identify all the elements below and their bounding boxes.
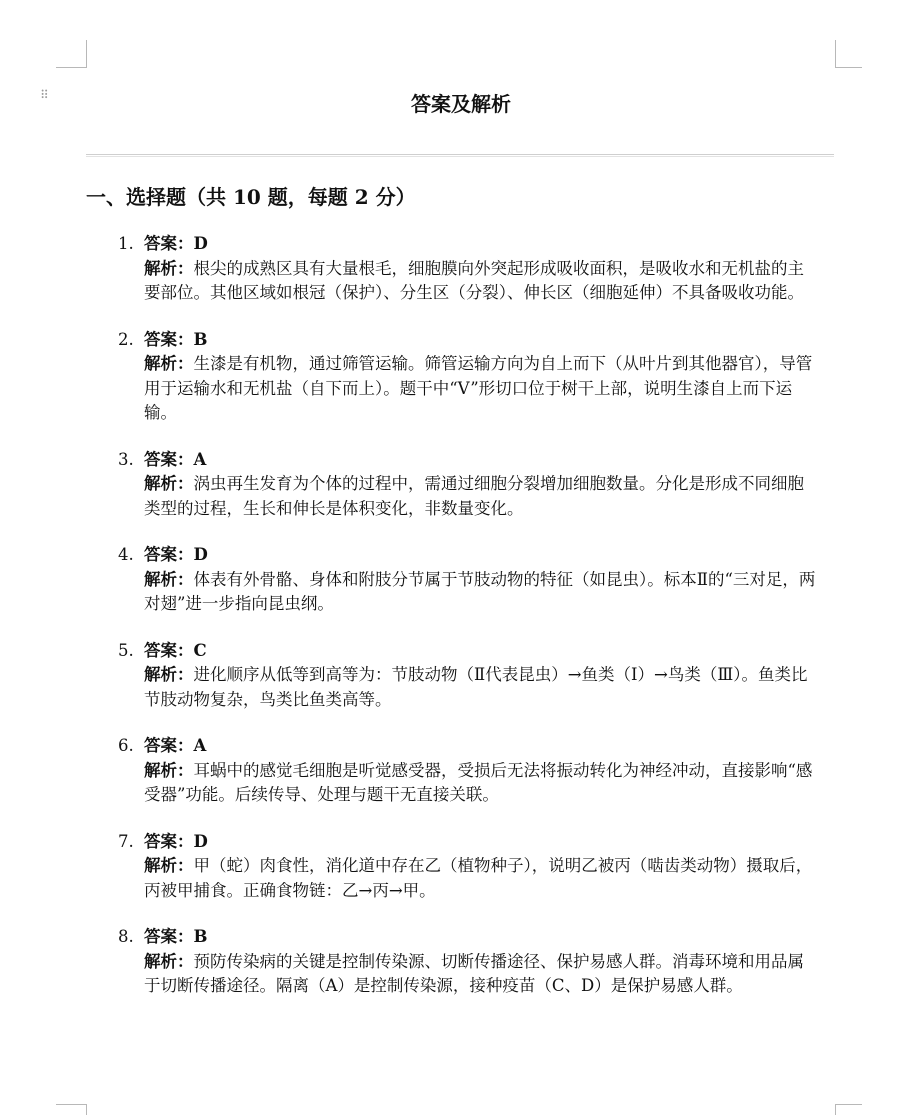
page-corner-mark-bottom-left [56,1104,87,1115]
explanation-label: 解析： [144,354,194,373]
explanation-label: 解析： [144,569,194,589]
explanation-text: 生漆是有机物，通过筛管运输。筛管运输方向为自上而下（从叶片到其他器官），导管用于运输水和无机盐（自下而上）。题干中“V”形切口位于树干上部，说明生漆自上而下运输。 [144,354,813,422]
item-number: 4. [118,545,134,564]
answer-value: B [193,927,208,946]
answer-line [118,830,818,855]
explanation-text: 体表有外骨骼、身体和附肢分节属于节肢动物的特征（如昆虫）。标本Ⅱ的“三对足，两对翅”进一步指向昆虫纲。 [144,569,816,613]
answer-label: 答案： [144,329,194,349]
answer-label: 答案： [144,640,194,660]
title-divider [86,154,834,157]
explanation-label: 解析： [144,951,194,971]
answer-label: 答案： [144,449,194,469]
explanation [144,854,818,903]
answer-line [118,232,818,257]
explanation [144,472,818,521]
page-title: 答案及解析 [411,92,511,116]
page-corner-mark-bottom-right [835,1104,862,1115]
item-number: 5. [118,640,134,660]
answer-value: B [193,329,208,349]
explanation-text: 根尖的成熟区具有大量根毛，细胞膜向外突起形成吸收面积，是吸收水和无机盐的主要部位。其他区域如根冠（保护）、分生区（分裂）、伸长区（细胞延伸）不具备吸收功能。 [144,258,804,302]
answer-line [118,543,818,568]
answer-label: 答案： [144,545,194,564]
explanation-label: 解析： [144,856,194,875]
answer-item [118,734,818,808]
answer-value: A [193,449,207,469]
answer-line [118,639,818,664]
page-corner-mark-top-left [56,40,87,68]
explanation-text: 进化顺序从低等到高等为：节肢动物（Ⅱ代表昆虫）→鱼类（Ⅰ）→鸟类（Ⅲ）。鱼类比节肢动物复杂，鸟类比鱼类高等。 [144,665,808,709]
explanation-label: 解析： [144,474,194,493]
answer-item [118,830,818,904]
answer-item [118,328,818,426]
explanation-text: 涡虫再生发育为个体的过程中，需通过细胞分裂增加细胞数量。分化是形成不同细胞类型的过程，生长和伸长是体积变化，非数量变化。 [144,474,804,518]
page-corner-mark-top-right [835,40,862,68]
item-number: 6. [118,736,134,755]
answer-value: C [193,640,207,660]
section-heading: 一、选择题（共 10 题，每题 2 分） [86,185,416,209]
explanation-text: 耳蜗中的感觉毛细胞是听觉感受器，受损后无法将振动转化为神经冲动，直接影响“感受器”功能。后续传导、处理与题干无直接关联。 [144,760,813,804]
answer-item [118,232,818,306]
explanation [144,663,818,712]
explanation-label: 解析： [144,258,194,278]
answer-line [118,448,818,473]
answer-line [118,328,818,353]
answer-value: A [193,736,207,755]
item-number: 2. [118,329,134,349]
answer-line [118,925,818,950]
answer-item [118,448,818,522]
explanation [144,352,818,426]
item-number: 3. [118,449,134,469]
item-number: 8. [118,927,134,946]
answer-item [118,925,818,999]
answer-line [118,734,818,759]
answer-label: 答案： [144,831,194,851]
explanation-label: 解析： [144,665,194,684]
answer-item [118,543,818,617]
answer-label: 答案： [144,234,194,253]
item-number: 1. [118,234,134,253]
explanation [144,568,818,617]
drag-handle-icon[interactable]: ⠿ [40,88,50,102]
answer-value: D [193,234,208,253]
answer-list [118,232,818,1021]
answer-value: D [193,545,208,564]
answer-label: 答案： [144,736,194,755]
explanation-label: 解析： [144,760,194,780]
explanation-text: 预防传染病的关键是控制传染源、切断传播途径、保护易感人群。消毒环境和用品属于切断传播途径。隔离（A）是控制传染源，接种疫苗（C、D）是保护易感人群。 [144,951,804,995]
explanation-text: 甲（蛇）肉食性，消化道中存在乙（植物种子），说明乙被丙（啮齿类动物）摄取后，丙被甲捕食。正确食物链：乙→丙→甲。 [144,856,813,900]
explanation [144,257,818,306]
item-number: 7. [118,831,134,851]
explanation [144,759,818,808]
answer-label: 答案： [144,927,194,946]
answer-value: D [193,831,208,851]
answer-item [118,639,818,713]
explanation [144,950,818,999]
